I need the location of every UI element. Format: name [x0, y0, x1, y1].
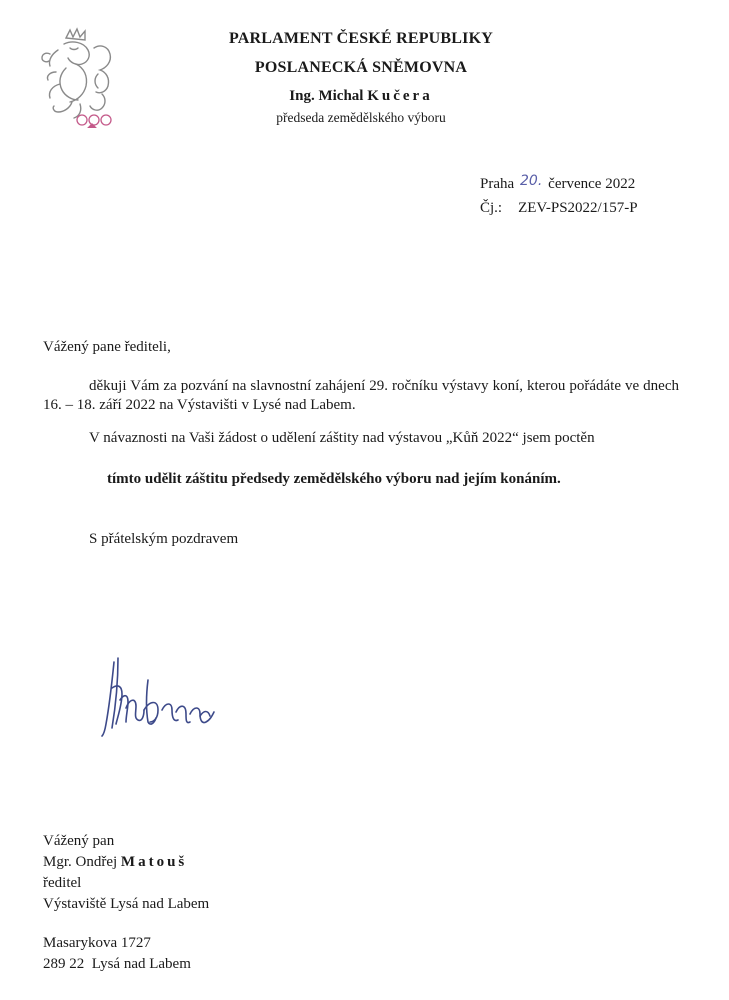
addressee-greeting: Vážený pan — [43, 833, 115, 849]
reference-label: Čj.: — [480, 200, 503, 216]
letterhead-sender-role: předseda zemědělského výboru — [276, 110, 446, 125]
handwritten-signature — [92, 650, 232, 750]
addressee-title: ředitel — [43, 875, 82, 891]
date-city: Praha — [480, 176, 515, 192]
salutation: Vážený pane řediteli, — [43, 339, 171, 355]
reference-value: ZEV-PS2022/157-P — [518, 200, 638, 216]
addressee-name-prefix: Mgr. Ondřej — [43, 854, 118, 870]
date-day-handwritten: 20. — [520, 173, 543, 189]
closing: S přátelským pozdravem — [89, 531, 239, 547]
lion-emblem-icon — [36, 24, 120, 128]
paragraph-patronage: tímto udělit záštitu předsedy zemědělského výboru nad jejím konáním. — [107, 471, 561, 487]
dateline — [480, 173, 636, 193]
date-month-year: července 2022 — [548, 176, 636, 192]
addressee-street: Masarykova 1727 — [43, 935, 151, 951]
reference-number — [480, 200, 638, 217]
addressee-organization: Výstaviště Lysá nad Labem — [43, 896, 210, 912]
addressee-name — [43, 853, 187, 872]
addressee-postal-code: 289 22 — [43, 956, 85, 972]
letterhead-parliament: PARLAMENT ČESKÉ REPUBLIKY — [229, 30, 493, 47]
sender-name-prefix: Ing. Michal — [289, 88, 364, 104]
letterhead-sender-name — [196, 88, 526, 105]
addressee-city: Lysá nad Labem — [91, 956, 191, 972]
addressee-surname: Matouš — [120, 854, 188, 870]
sender-surname: Kučera — [367, 88, 433, 104]
letterhead-chamber: POSLANECKÁ SNĚMOVNA — [254, 59, 468, 76]
paragraph-invitation: děkuji Vám za pozvání na slavnostní zahájení 29. ročníku výstavy koní, kterou pořádáte ve dnech 16. – 18. září 2022 na Výstavišti v Lysé nad Labem. — [43, 378, 679, 413]
addressee-city-line — [43, 955, 191, 974]
paragraph-request: V návaznosti na Vaši žádost o udělení záštity nad výstavou „Kůň 2022“ jsem poctěn — [89, 430, 595, 446]
